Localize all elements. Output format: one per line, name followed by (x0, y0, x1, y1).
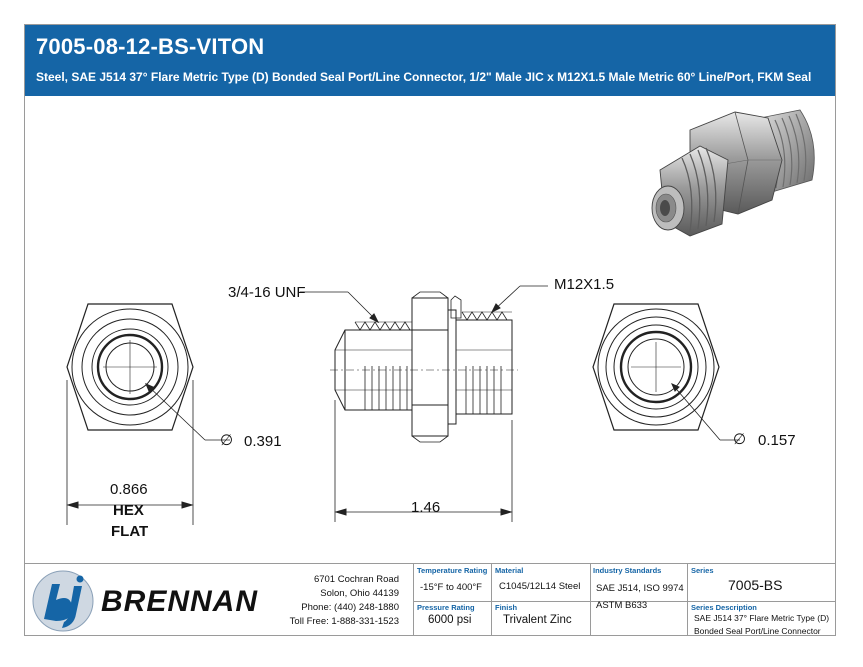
right-end-view (593, 304, 740, 440)
temperature-rating-header: Temperature Rating (417, 566, 488, 575)
left-end-view (67, 304, 230, 525)
hex-word: HEX (113, 502, 144, 519)
part-description: Steel, SAE J514 37° Flare Metric Type (D) Bonded Seal Port/Line Connector, 1/2" Male JIC x M12X1.5 Male Metric 60° Line/Port, FKM Seal (36, 70, 812, 84)
series-description-line-1: SAE J514 37° Flare Metric Type (D) (694, 613, 830, 623)
spec-divider-4 (687, 564, 688, 636)
finish-header: Finish (495, 603, 518, 612)
industry-standards-value-2: ASTM B633 (596, 600, 648, 611)
fitting-3d-render (652, 110, 814, 236)
side-view (300, 286, 548, 522)
part-number-title: 7005-08-12-BS-VITON (36, 34, 265, 59)
right-diameter-symbol: ∅ (733, 431, 747, 448)
spec-divider-2 (491, 564, 492, 636)
left-bore-dimension: 0.391 (244, 433, 282, 450)
address-line-2: Solon, Ohio 44139 (320, 588, 399, 599)
phone-number: Phone: (440) 248-1880 (301, 602, 399, 613)
company-logo-text: BRENNAN (101, 585, 258, 618)
left-thread-label: 3/4-16 UNF (228, 284, 306, 301)
series-header: Series (691, 566, 714, 575)
temperature-rating-value: -15°F to 400°F (420, 582, 482, 593)
pressure-rating-header: Pressure Rating (417, 603, 475, 612)
spec-divider-3 (590, 564, 591, 636)
right-thread-label: M12X1.5 (554, 276, 615, 293)
industry-standards-header: Industry Standards (593, 566, 662, 575)
material-header: Material (495, 566, 524, 575)
right-bore-dimension: 0.157 (758, 432, 796, 449)
length-dimension: 1.46 (411, 499, 441, 516)
footer-divider (25, 563, 835, 564)
finish-value: Trivalent Zinc (503, 614, 572, 626)
hex-dimension: 0.866 (110, 481, 148, 498)
toll-free-number: Toll Free: 1-888-331-1523 (289, 616, 399, 627)
industry-standards-value-1: SAE J514, ISO 9974 (596, 583, 684, 594)
series-description-line-2: Bonded Seal Port/Line Connector (694, 626, 821, 636)
spec-divider-1 (413, 564, 414, 636)
pressure-rating-value: 6000 psi (428, 614, 472, 626)
flat-word: FLAT (111, 523, 149, 540)
series-value: 7005-BS (728, 577, 783, 593)
brennan-logo-icon (33, 571, 93, 631)
material-value: C1045/12L14 Steel (499, 581, 581, 592)
left-diameter-symbol: ∅ (220, 432, 234, 449)
address-line-1: 6701 Cochran Road (313, 574, 399, 585)
series-description-header: Series Description (691, 603, 757, 612)
